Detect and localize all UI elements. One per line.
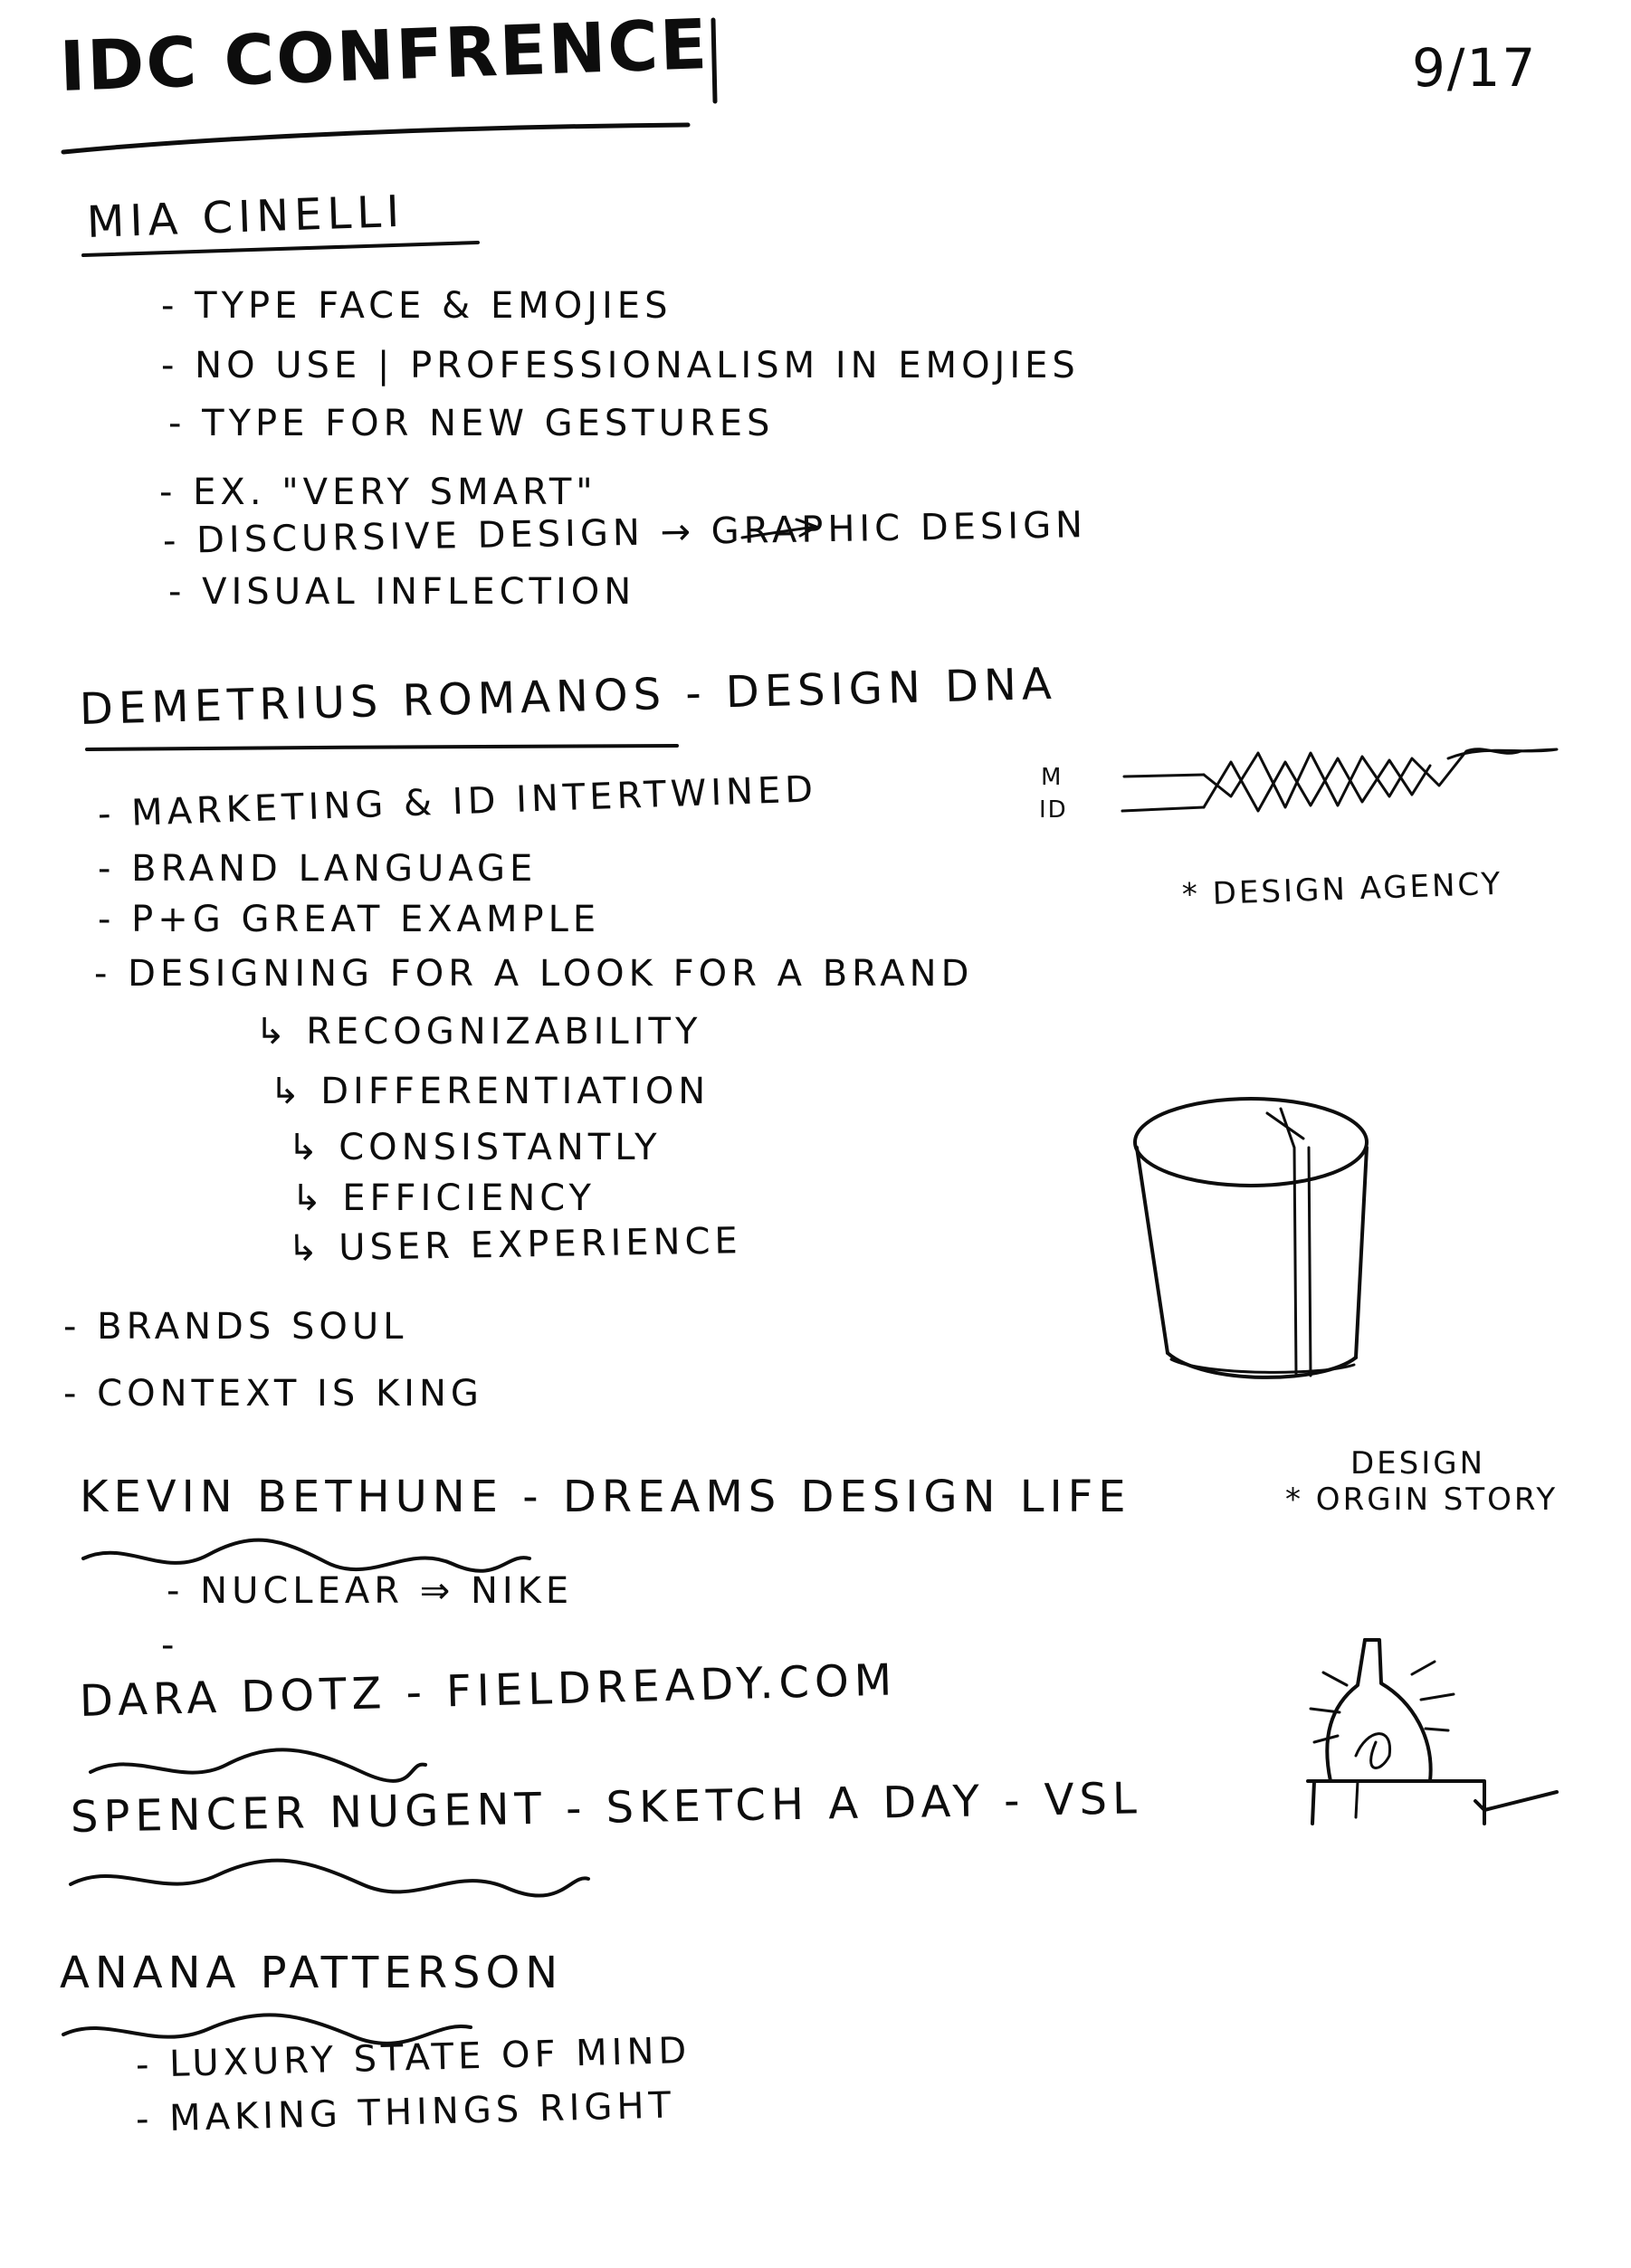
side-note-design-agency: * DESIGN AGENCY: [1181, 865, 1503, 913]
note-item: -: [161, 1625, 179, 1666]
dara-squiggle: [91, 1749, 425, 1780]
speaker-demetrius-romanos: DEMETRIUS ROMANOS - DESIGN DNA: [79, 658, 1058, 735]
page-date: 9/17: [1412, 37, 1538, 99]
note-item: - LUXURY STATE OF MIND: [135, 2029, 692, 2086]
note-item: - MARKETING & ID INTERTWINED: [97, 768, 818, 835]
note-item: - DESIGNING FOR A LOOK FOR A BRAND: [94, 953, 974, 995]
note-item: - NUCLEAR ⇒ NIKE: [167, 1570, 574, 1612]
note-item: - NO USE | PROFESSIONALISM IN EMOJIES: [161, 345, 1080, 386]
side-note-origin-story: * ORGIN STORY: [1285, 1482, 1559, 1518]
title-divider: [713, 20, 715, 101]
note-item: - BRANDS SOUL: [63, 1306, 408, 1348]
kevin-squiggle: [83, 1540, 529, 1571]
dna-diagram-line-id: [1122, 807, 1204, 811]
speaker-mia-cinelli: MIA CINELLI: [86, 186, 405, 248]
side-note-design: DESIGN: [1350, 1445, 1486, 1482]
note-item: - TYPE FOR NEW GESTURES: [168, 403, 775, 444]
note-subitem: ↳ USER EXPERIENCE: [287, 1220, 743, 1270]
spencer-squiggle: [71, 1861, 588, 1896]
cup-sketch: [1135, 1099, 1367, 1377]
pen-stand-sketch: [1308, 1640, 1557, 1824]
note-item: - BRAND LANGUAGE: [98, 848, 538, 890]
speaker-dara-dotz: DARA DOTZ - FIELDREADY.COM: [79, 1654, 898, 1727]
dna-diagram-line-m: [1124, 775, 1204, 777]
note-subitem: ↳ EFFICIENCY: [291, 1177, 596, 1219]
note-item: - DISCURSIVE DESIGN → GRAPHIC DESIGN: [162, 504, 1088, 562]
note-item: - EX. "VERY SMART": [159, 472, 597, 513]
title-underline: [63, 125, 688, 152]
dna-zigzag: [1204, 749, 1521, 811]
note-item: - P+G GREAT EXAMPLE: [98, 899, 601, 940]
diagram-label-id: ID: [1039, 796, 1068, 824]
note-item: - MAKING THINGS RIGHT: [135, 2084, 676, 2140]
speaker-kevin-bethune: KEVIN BETHUNE - DREAMS DESIGN LIFE: [80, 1472, 1131, 1522]
note-subitem: ↳ DIFFERENTIATION: [270, 1071, 711, 1112]
note-item: - TYPE FACE & EMOJIES: [161, 285, 672, 327]
note-item: - CONTEXT IS KING: [63, 1373, 483, 1415]
note-subitem: ↳ RECOGNIZABILITY: [255, 1011, 702, 1053]
page-title: IDC CONFRENCE: [58, 3, 711, 107]
note-item: - VISUAL INFLECTION: [168, 571, 636, 613]
speaker-anana-patterson: ANANA PATTERSON: [60, 1948, 564, 1998]
demetrius-underline: [87, 746, 677, 749]
speaker-spencer-nugent: SPENCER NUGENT - SKETCH A DAY - VSL: [70, 1773, 1143, 1843]
note-subitem: ↳ CONSISTANTLY: [288, 1127, 662, 1168]
diagram-label-m: M: [1041, 764, 1063, 791]
